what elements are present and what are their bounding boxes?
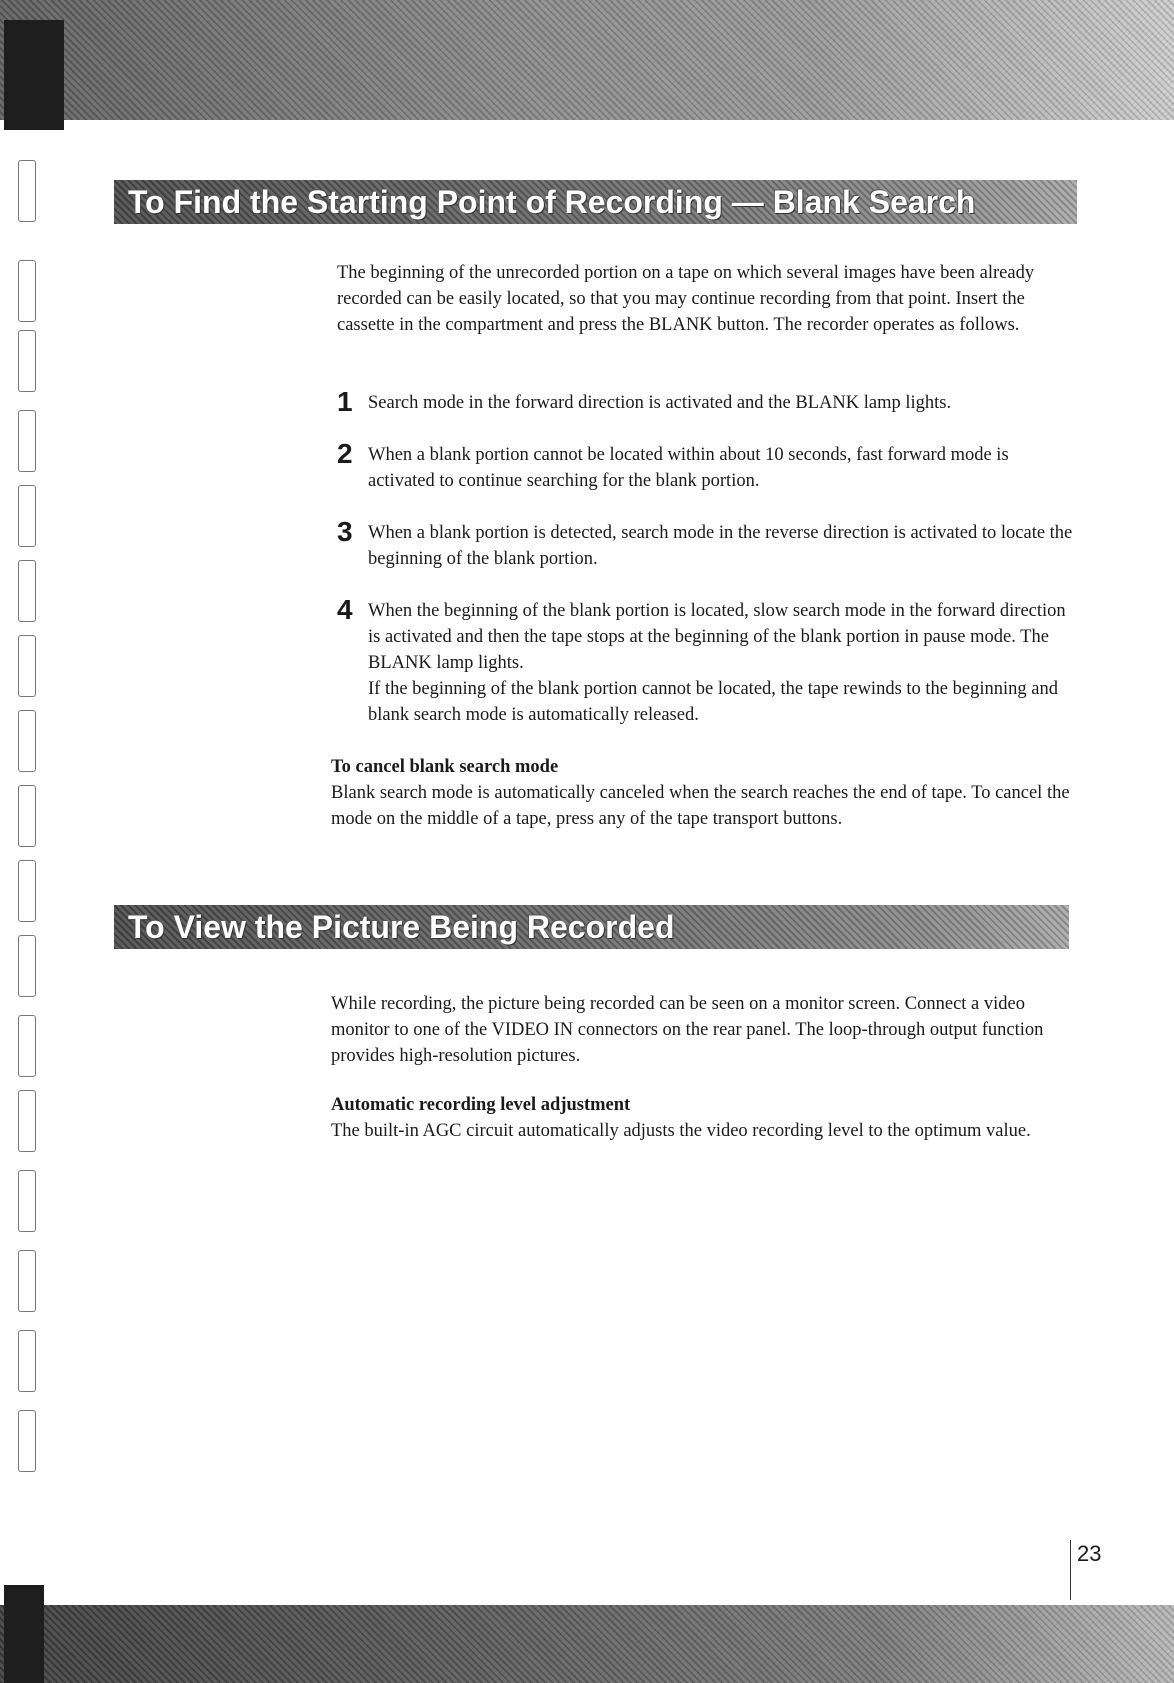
step-4 bbox=[337, 594, 1077, 728]
agc-text: The built-in AGC circuit automatically adjusts the video recording level to the optimum value. bbox=[331, 1121, 1031, 1141]
step-text: Search mode in the forward direction is activated and the BLANK lamp lights. bbox=[368, 393, 952, 413]
step-number: 3 bbox=[337, 516, 353, 547]
bottom-decorative-band bbox=[0, 1605, 1174, 1683]
section-heading-blank-search: To Find the Starting Point of Recording — Blank Search bbox=[114, 180, 1077, 224]
step-note: If the beginning of the blank portion cannot be located, the tape rewinds to the beginning and blank search mode is automatically released. bbox=[368, 679, 1058, 725]
step-text: When a blank portion is detected, search mode in the reverse direction is activated to locate the beginning of the blank portion. bbox=[368, 523, 1073, 569]
step-3 bbox=[337, 516, 1077, 572]
step-1 bbox=[337, 386, 1077, 417]
step-text: When the beginning of the blank portion is located, slow search mode in the forward direction is activated and then the tape stops at the beginning of the blank portion in pause mode. The BLANK lamp lights. bbox=[368, 601, 1066, 673]
cancel-blank-search-text: Blank search mode is automatically canceled when the search reaches the end of tape. To cancel the mode on the middle of a tape, press any of the tape transport buttons. bbox=[331, 783, 1070, 829]
binder-tab-bottom bbox=[4, 1585, 44, 1683]
step-number: 4 bbox=[337, 594, 353, 625]
blank-search-intro: The beginning of the unrecorded portion on a tape on which several images have been already recorded can be easily located, so that you may continue recording from that point. Insert the cassette in the compartment and press the BLANK button. The recorder operates as follows. bbox=[337, 263, 1035, 335]
binding-edge-marks bbox=[0, 130, 70, 1590]
view-picture-intro: While recording, the picture being recorded can be seen on a monitor screen. Connect a video monitor to one of the VIDEO IN connectors on the rear panel. The loop-through output function provides high-resolution pictures. bbox=[331, 994, 1044, 1066]
cancel-blank-search-title: To cancel blank search mode bbox=[331, 757, 559, 777]
top-decorative-band bbox=[0, 0, 1174, 120]
page-number: 23 bbox=[1070, 1540, 1101, 1600]
step-2 bbox=[337, 438, 1077, 494]
agc-title: Automatic recording level adjustment bbox=[331, 1095, 631, 1115]
section-heading-view-picture: To View the Picture Being Recorded bbox=[114, 905, 1069, 949]
step-number: 2 bbox=[337, 438, 353, 469]
step-number: 1 bbox=[337, 386, 353, 417]
binder-tab-top bbox=[4, 20, 64, 130]
step-text: When a blank portion cannot be located within about 10 seconds, fast forward mode is activated to continue searching for the blank portion. bbox=[368, 445, 1009, 491]
